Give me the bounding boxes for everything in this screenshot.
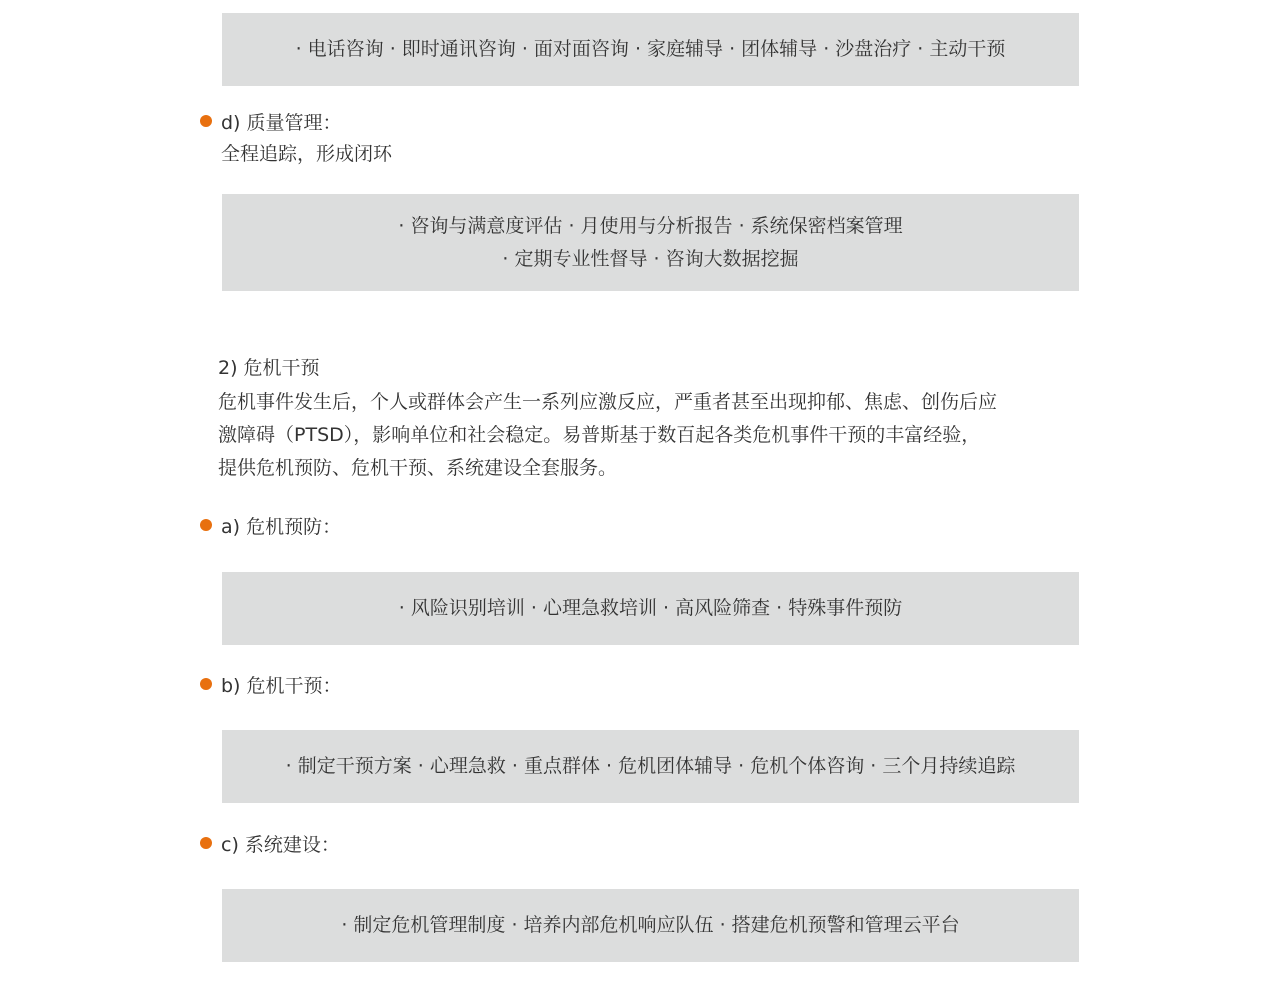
- quality-list-line-1: · 咨询与满意度评估 · 月使用与分析报告 · 系统保密档案管理: [398, 214, 903, 237]
- prevention-box: [222, 572, 1079, 645]
- prevention-list: · 风险识别培训 · 心理急救培训 · 高风险筛查 · 特殊事件预防: [398, 597, 903, 619]
- crisis-intro-line-3: 提供危机预防、危机干预、系统建设全套服务。: [218, 457, 618, 479]
- services-box: [222, 13, 1079, 86]
- system-box: [222, 889, 1079, 962]
- crisis-intro-paragraph: [218, 386, 1088, 485]
- crisis-section-title: 2) 危机干预: [218, 357, 320, 379]
- intervention-list: · 制定干预方案 · 心理急救 · 重点群体 · 危机团体辅导 · 危机个体咨询 · 三个月持续追踪: [285, 755, 1016, 777]
- system-heading-row: [200, 828, 340, 858]
- quality-list-line-2: · 定期专业性督导 · 咨询大数据挖掘: [502, 247, 799, 270]
- quality-heading: d) 质量管理：: [221, 111, 342, 134]
- services-list: · 电话咨询 · 即时通讯咨询 · 面对面咨询 · 家庭辅导 · 团体辅导 · 沙盘治疗 · 主动干预: [295, 38, 1006, 60]
- bullet-dot-icon: [200, 115, 212, 127]
- prevention-heading: a) 危机预防：: [221, 515, 342, 538]
- system-list: · 制定危机管理制度 · 培养内部危机响应队伍 · 搭建危机预警和管理云平台: [341, 914, 960, 936]
- crisis-intro-line-1: 危机事件发生后，个人或群体会产生一系列应激反应，严重者甚至出现抑郁、焦虑、创伤后应: [218, 391, 998, 413]
- quality-heading-row: [200, 106, 342, 136]
- prevention-heading-row: [200, 510, 341, 540]
- system-heading: c) 系统建设：: [221, 833, 340, 856]
- quality-subtitle: 全程追踪，形成闭环: [221, 143, 393, 165]
- quality-box: [222, 194, 1079, 291]
- intervention-heading: b) 危机干预：: [221, 674, 342, 697]
- bullet-dot-icon: [200, 837, 212, 849]
- crisis-intro-line-2: 激障碍（PTSD），影响单位和社会稳定。易普斯基于数百起各类危机事件干预的丰富经验，: [218, 424, 981, 446]
- intervention-heading-row: [200, 669, 342, 699]
- intervention-box: [222, 730, 1079, 803]
- bullet-dot-icon: [200, 519, 212, 531]
- bullet-dot-icon: [200, 678, 212, 690]
